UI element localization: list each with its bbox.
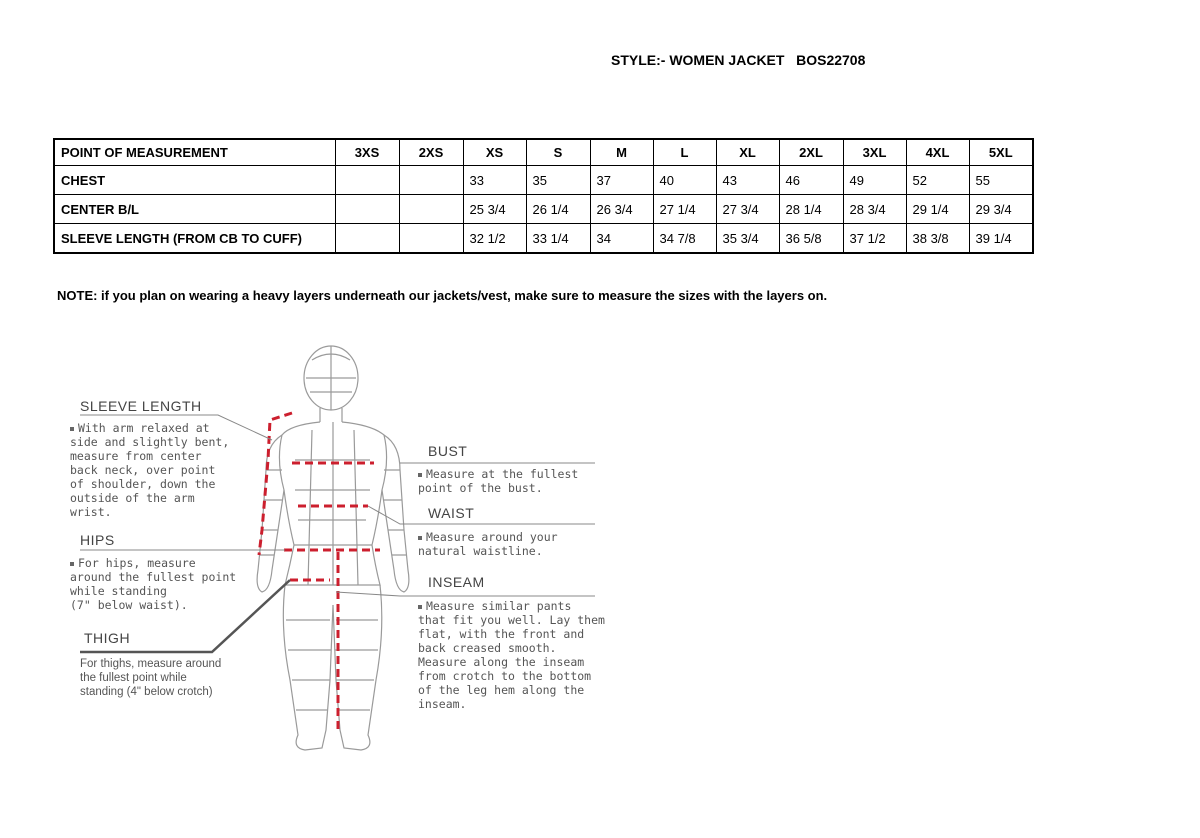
table-cell: 46 <box>779 166 843 195</box>
table-cell: 55 <box>969 166 1033 195</box>
table-cell <box>399 195 463 224</box>
column-header-size: XS <box>463 139 526 166</box>
column-header-size: 4XL <box>906 139 969 166</box>
row-label: CHEST <box>54 166 335 195</box>
table-row <box>54 195 1033 224</box>
table-cell: 29 3/4 <box>969 195 1033 224</box>
body-figure <box>257 346 409 750</box>
hips-text: For hips, measure around the fullest point while standing (7" below waist). <box>70 556 237 612</box>
table-cell: 37 <box>590 166 653 195</box>
table-cell: 26 1/4 <box>526 195 590 224</box>
table-cell <box>399 166 463 195</box>
column-header-size: 5XL <box>969 139 1033 166</box>
column-header-size: S <box>526 139 590 166</box>
table-cell: 27 3/4 <box>716 195 779 224</box>
bust-text: Measure at the fullest point of the bust. <box>418 467 579 495</box>
table-cell: 28 1/4 <box>779 195 843 224</box>
table-cell: 25 3/4 <box>463 195 526 224</box>
table-cell: 38 3/8 <box>906 224 969 254</box>
table-cell: 40 <box>653 166 716 195</box>
table-cell: 37 1/2 <box>843 224 906 254</box>
table-cell: 34 7/8 <box>653 224 716 254</box>
waist-text: Measure around your natural waistline. <box>418 530 558 558</box>
table-cell <box>399 224 463 254</box>
hips-heading: HIPS <box>80 532 115 548</box>
thigh-heading: THIGH <box>84 630 131 646</box>
size-chart-table <box>53 138 1034 254</box>
table-cell: 36 5/8 <box>779 224 843 254</box>
sleeve-length-text: With arm relaxed at side and slightly bent, measure from center back neck, over point of shoulder, down the outside of the arm wrist. <box>70 421 230 519</box>
inseam-heading: INSEAM <box>428 574 485 590</box>
table-cell: 26 3/4 <box>590 195 653 224</box>
waist-heading: WAIST <box>428 505 475 521</box>
table-cell: 33 1/4 <box>526 224 590 254</box>
table-cell: 29 1/4 <box>906 195 969 224</box>
table-cell: 33 <box>463 166 526 195</box>
table-row <box>54 224 1033 254</box>
table-cell: 35 <box>526 166 590 195</box>
table-cell: 28 3/4 <box>843 195 906 224</box>
style-title: STYLE:- WOMEN JACKET BOS22708 <box>611 52 866 68</box>
table-cell: 52 <box>906 166 969 195</box>
row-label: SLEEVE LENGTH (FROM CB TO CUFF) <box>54 224 335 254</box>
table-cell <box>335 166 399 195</box>
column-header-size: 2XS <box>399 139 463 166</box>
column-header-size: 3XS <box>335 139 399 166</box>
column-header-measurement: POINT OF MEASUREMENT <box>54 139 335 166</box>
column-header-size: 3XL <box>843 139 906 166</box>
table-cell: 39 1/4 <box>969 224 1033 254</box>
measurement-guide <box>0 330 640 770</box>
table-cell: 34 <box>590 224 653 254</box>
table-cell: 49 <box>843 166 906 195</box>
table-cell: 35 3/4 <box>716 224 779 254</box>
thigh-text: For thighs, measure around the fullest point while standing (4" below crotch) <box>80 658 222 698</box>
table-cell <box>335 195 399 224</box>
column-header-size: L <box>653 139 716 166</box>
column-header-size: XL <box>716 139 779 166</box>
sleeve-length-line <box>259 413 292 555</box>
column-header-size: 2XL <box>779 139 843 166</box>
table-cell: 43 <box>716 166 779 195</box>
sleeve-length-heading: SLEEVE LENGTH <box>80 398 202 414</box>
table-row <box>54 166 1033 195</box>
table-cell: 27 1/4 <box>653 195 716 224</box>
table-cell <box>335 224 399 254</box>
column-header-size: M <box>590 139 653 166</box>
table-cell: 32 1/2 <box>463 224 526 254</box>
row-label: CENTER B/L <box>54 195 335 224</box>
inseam-text: Measure similar pants that fit you well. Lay them flat, with the front and back creased smooth. Measure along the inseam from crotch to the bottom of the leg hem along the inseam. <box>418 599 605 711</box>
bust-heading: BUST <box>428 443 468 459</box>
table-header-row <box>54 139 1033 166</box>
layering-note: NOTE: if you plan on wearing a heavy layers underneath our jackets/vest, make sure to measure the sizes with the layers on. <box>57 288 828 303</box>
